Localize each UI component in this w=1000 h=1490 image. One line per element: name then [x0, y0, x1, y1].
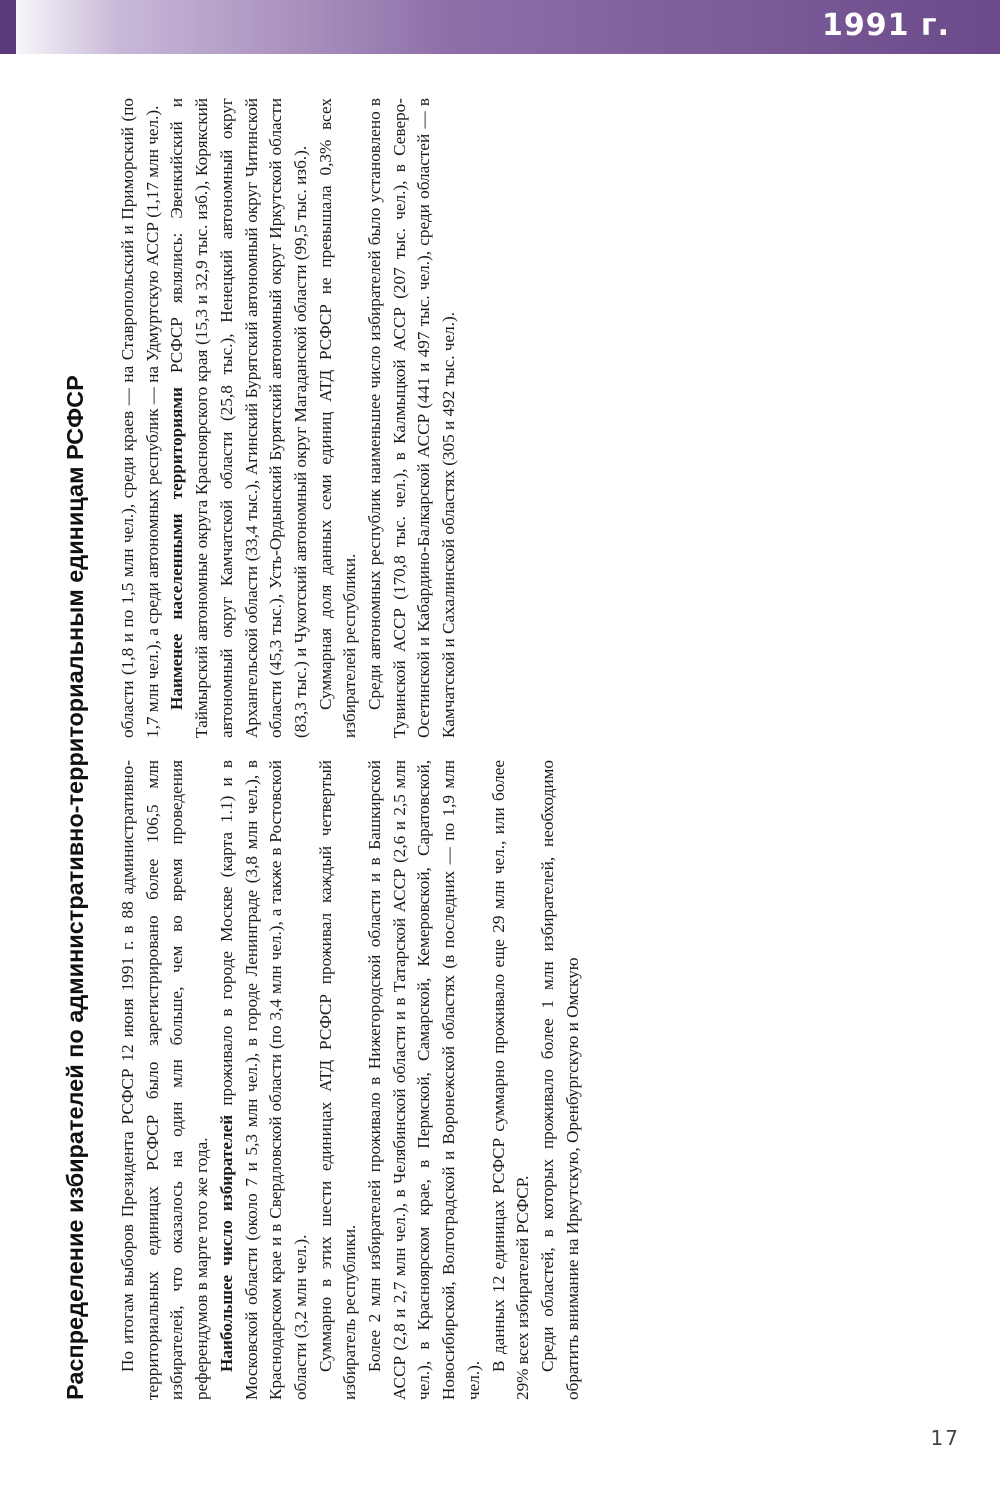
left-column: [116, 760, 585, 1400]
paragraph: Наибольшее число избирателей проживало в городе Москве (карта 1.1) и в Московской области (около 7 и 5,3 млн чел.), в городе Ленинграде (3,8 млн чел.), в Краснодарском крае и в Свердловской области (по 3,4 млн чел.), а также в Ростовской области (3,2 млн чел.).: [216, 760, 310, 1400]
paragraph: Наименее населенными территориями РСФСР являлись: Эвенкийский и Таймырский автономные округа Красноярского края (15,3 и 32,9 тыс. изб.), Корякский автономный округ Камчатской области (25,8 тыс.), Ненецкий автономный округ Архангельской области (33,4 тыс.), Агинский Бурятский автономный округ Читинской области (45,3 тыс.), Усть-Ордынский Бурятский автономный округ Иркутской области (83,3 тыс.) и Чукотский автономный округ Магаданской области (99,5 тыс. изб.).: [167, 98, 310, 738]
paragraph: Среди автономных республик наименьшее число избирателей было установлено в Тувинской АССР (170,8 тыс. чел.), в Калмыцкой АССР (207 тыс. чел.), в Северо-Осетинской и Кабардино-Балкарской АССР (441 и 497 тыс. чел.), среди областей — в Камчатской и Сахалинской областях (305 и 492 тыс. чел.).: [365, 98, 459, 738]
page-number: 17: [930, 1426, 960, 1450]
paragraph: В данных 12 единицах РСФСР суммарно проживало еще 29 млн чел., или более 29% всех избирателей РСФСР.: [488, 760, 533, 1400]
header-accent-bar: [0, 0, 16, 54]
header-year: 1991 г.: [821, 8, 950, 43]
paragraph: Среди областей, в которых проживало более 1 млн избирателей, необходимо обратить внимание на Иркутскую, Оренбургскую и Омскую: [537, 760, 582, 1400]
emphasis: Наибольшее число избирателей: [216, 1114, 236, 1372]
paragraph: области (1,8 и по 1,5 млн чел.), среди краев — на Ставропольский и Приморский (по 1,7 млн чел.), а среди автономных республик — на Удмуртскую АССР (1,17 млн чел.).: [118, 98, 162, 738]
right-column: [116, 98, 462, 738]
paragraph: Суммарно в этих шести единицах АТД РСФСР проживал каждый четвертый избиратель республики.: [315, 760, 360, 1400]
paragraph: По итогам выборов Президента РСФСР 12 июня 1991 г. в 88 административно-территориальных единицах РСФСР было зарегистрировано более 106,5 млн избирателей, что оказалось на один млн больше, чем во время проведения референдумов в марте того же года.: [118, 760, 212, 1400]
paragraph: Более 2 млн избирателей проживало в Нижегородской области и в Башкирской АССР (2,8 и 2,7 млн чел.), в Челябинской области и в Татарской АССР (2,6 и 2,5 млн чел.), в Красноярском крае, в Пермской, Самарской, Кемеровской, Саратовской, Новосибирской, Волгоградской и Воронежской областях (в последних — по 1,9 млн чел.).: [365, 760, 483, 1400]
rotated-page-content: [50, 90, 950, 1410]
paragraph: Суммарная доля данных семи единиц АТД РСФСР не превышала 0,3% всех избирателей республики.: [315, 98, 360, 738]
article-title: Распределение избирателей по административно-территориальным единицам РСФСР: [62, 375, 88, 1400]
emphasis: Наименее населенными территориями: [167, 387, 187, 710]
